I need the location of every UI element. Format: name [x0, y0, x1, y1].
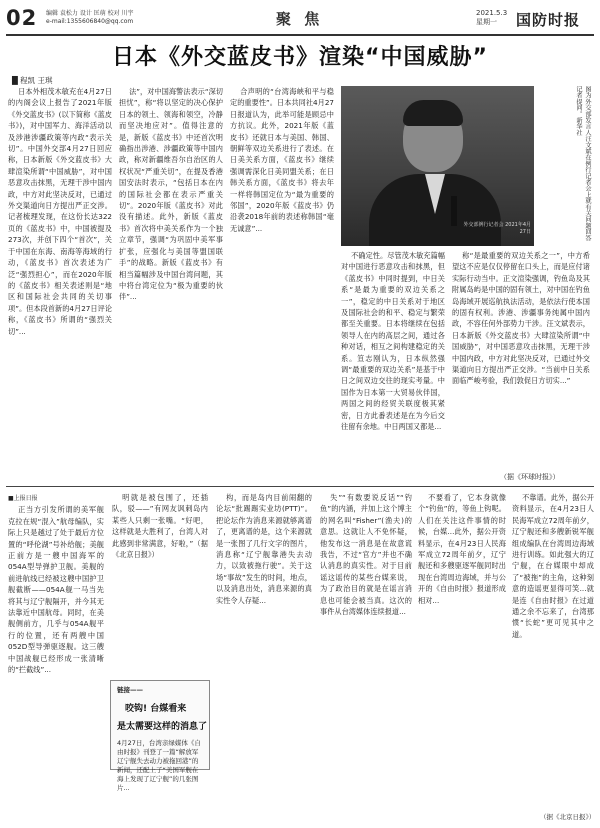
lower-column-6	[512, 492, 594, 822]
byline-text: █ 程凯 王琪	[12, 76, 53, 85]
spokesperson-photo	[341, 86, 534, 246]
editor-credits	[46, 10, 134, 26]
lower-tag: ■上报日报	[8, 495, 38, 502]
weekday-line: 星期一	[476, 18, 497, 26]
issue-date	[476, 9, 507, 27]
lower-column-5	[418, 492, 506, 822]
article-column-2	[119, 86, 223, 482]
related-link-box	[110, 680, 210, 792]
lower-column-3	[216, 492, 312, 822]
section-title: 聚 焦	[276, 10, 324, 28]
column-text: 失”“有数要说反话”“钓鱼”的内涵，并加上这个博主的网名叫“Fisher”(渔夫)的意思。这就让人不免怀疑，他发布这一消息是在故意谎我告，不过“官方”并也不确认消息的真实性。对于目前谣这谣传的某些台媒来说，为了政治目的就是在谣言消息也可能会被当真。这次的事件从台湾媒体连续报道...	[320, 493, 412, 617]
column-text: 日本外相茂木敏充在4月27日的内阁会议上报告了2021年版《外交蓝皮书》(以下简称《蓝皮书》)，对中国军力、海洋活动以及涉港涉疆政策等内政“表示关切”。中国外交部4月27日回应称，日本新版《外交蓝皮书》大肆渲染所谓“中国威胁”，对中国恶意攻击抹黑，无理干涉中国内政，中方对此坚决反对，已通过外交渠道向日方提出严正交涉。记者梳理发现，在这份长达322页的《蓝皮书》中，中国被提及273次，并创下四个“首次”，关于中国在东海、南海等海域的行动，《蓝皮书》首次表述为广泛“强烈担心”，而在2020年版的《蓝皮书》相关表述则是“地区和国际社会共同的关切事项”。但本段首新的4月27日评论称，《蓝皮书》所谓的“强烈关切”...	[8, 87, 112, 336]
photo-watermark: 外交部例行记者会 2021年4月27日	[463, 222, 531, 235]
link-body: 4月27日，台湾亲绿媒体《自由时报》刊登了一篇“解放军辽宁舰失去动力被拖回港”的新闻，还配上了“美国军舰在海上发现了辽宁舰”的几张图片...	[117, 739, 201, 792]
column-text: 法”，对中国海警法表示“深切担忧”，称“将以坚定的决心保护日本的领土、领海和领空，冷静而坚决地应对”。值得注意的是，新版《蓝皮书》中还首次明确指出涉港、涉疆政策等中国内政，称对新疆维吾尔自治区的人权状况“严重关切”，在提及香港国安法时表示，“包括日本在内的国际社会都在表示严重关切”。2020年版《蓝皮书》对此没有描述。此外，新版《蓝皮书》首次将中美关系作为一个独立章节，强调“为巩固中美军事扩张，应强化与美国等盟国联手”的战略。新版《蓝皮书》有相当篇幅涉及中国台湾问题，其中将台湾定位为“极为重要的伙伴”...	[119, 87, 223, 302]
article-column-3	[230, 86, 334, 482]
column-text: 不确定性。尽管茂木敏充篇幅对中国进行恶意攻击和抹黑，但《蓝皮书》中同时提到，中日关系“是最为重要的双边关系之一”，稳定的中日关系对于地区及国际社会的和平、稳定与繁荣都至关重要。日本将继续在包括领导人在内的高层之间，通过各种对话，相互之间构建稳定的关系。笪志刚认为，日本纵然强调“最重要的双边关系”是基于中日之间双边交往的现实考量。中国作为日本第一大贸易伙伴国，两国之间的经贸关联度极其紧密，日方此番表述是在为今后交往留有余地。中日两国又都是...	[341, 251, 445, 432]
column-text: 正当方引发所谓的美军舰克拉在规“混入”航母编队，实际上只是越过了处于最后方位置的“呼伦湖”号补给舰；美舰正前方是一艘中国海军的054A型导弹护卫舰。美舰的前进航线已经被这艘中国护卫舰截断——054A舰一马当先将其与辽宁舰隔开，并今其无法靠近中国航母。同时，在美舰侧前方，几乎与054A舰平行的位置，还有两艘中国052D型导弹驱逐舰。这三艘中国战舰已经形成一张清晰的“拦截线”...	[8, 505, 104, 675]
photo-caption: 图为外交部发言人汪文斌在例行记者会上就有关问题回答记者提问。新华社	[575, 86, 591, 241]
article-byline	[12, 75, 53, 86]
section-divider	[6, 486, 594, 487]
link-kicker: 链接——	[117, 686, 143, 694]
article-column-4	[341, 250, 445, 482]
lower-column-4	[320, 492, 412, 822]
editor-line: 编辑 袁松力 设计 匡萌 校对 川宇	[46, 10, 134, 17]
page-number: 02	[6, 6, 38, 30]
photo-hair	[403, 100, 463, 126]
date-line: 2021.5.3	[476, 9, 508, 17]
column-text: 构，而是岛内目前闹翻的论坛“批踢踢实业坊(PTT)”。把论坛作为消息来源就够离谱了，更离谱的是，这个来源就是一张图了几行文字的图片，消息称“辽宁舰靠港失去动力，以致被拖行驶”。关于这场“事故”发生的时间，地点，以及消息出处，消息来源的真实性令人存疑...	[216, 493, 312, 605]
link-title-line-2: 是太需要这样的消息了	[117, 722, 208, 732]
article-column-5	[452, 250, 590, 482]
article-column-1	[8, 86, 112, 482]
column-text: 不要看了，它本身就像个“钓鱼”的，等鱼上钩呢。人们在关注这件事情的时候，台媒...此外，据公开资料显示，在4月23日人民海军成立72周年前夕，辽宁舰还和多艘驱逐军舰同时出现在台湾周边海域，并与公开的《自由时报》报道形成相对...	[418, 493, 506, 605]
lower-column-1	[8, 492, 104, 822]
column-text: 不靠谱。此外，据公开资料显示，在4月23日人民海军成立72周年前夕，辽宁舰还和多艘新锐军舰组成编队在台湾周边海域进行训练。如此强大的辽宁舰，在台媒眼中却成了“被拖”的主角，这种刻意的造谣更显得可笑...就是连《自由时报》在过道通之余不忘来了，台湾那惯“长蛇”更可见其中之道。	[512, 493, 594, 639]
lower-source: （据《北京日报》）	[540, 813, 596, 821]
link-title-line-1: 咬钩! 台媒看来	[125, 704, 187, 714]
column-text: 合声明的“台湾海峡和平与稳定的重要性”。日本共同社4月27日报道认为，此举可能是顾忌中方抗议。此外，2021年版《蓝皮书》还就日本与美国、韩国、朝鲜等双边关系进行了表述。在日美关系方面，《蓝皮书》继续强调需深化日美同盟关系；在日韩关系方面，《蓝皮书》将去年一样将韩国定位为“最为重要的邻国”，2020年版《蓝皮书》仍沿袭2018年前的表述称韩国“毫无诚意”...	[230, 87, 334, 233]
column-text: 称“是最重要的双边关系之一”，中方希望这不应是仅仅停留在口头上，而是应付诸实际行动当中。正文渲染强调，钓鱼岛及其附属岛屿是中国的固有领土，对中国在钓鱼岛海域开展巡航执法活动，是依法行使本国的固有权利。涉港、涉疆事务纯属中国内政，不容任何外部势力干涉。汪文斌表示，日本新版《外交蓝皮书》大肆渲染所谓“中国威胁”，对中国恶意攻击抹黑，无理干涉中国内政，中方对此坚决反对，已通过外交渠道向日方提出严正交涉。“当前中日关系面临严峻考验，我们敦促日方切实...”	[452, 251, 590, 386]
page-header	[6, 4, 594, 36]
masthead-logo: 国防时报	[516, 11, 581, 29]
article-headline: 日本《外交蓝皮书》渲染“中国威胁”	[112, 45, 488, 70]
photo-microphone	[451, 196, 457, 226]
article-source: （据《环球时报》）	[500, 473, 560, 481]
email-line: e-mail:1355606840@qq.com	[46, 18, 134, 25]
column-text: 明就是被包围了，还插队，驳——”有网友讽刺岛内某些人只剩一张嘴。“好吧，这样就是大胜利了，台湾人对此感到非常满意，好啦，”（据《北京日报》）	[112, 493, 208, 560]
